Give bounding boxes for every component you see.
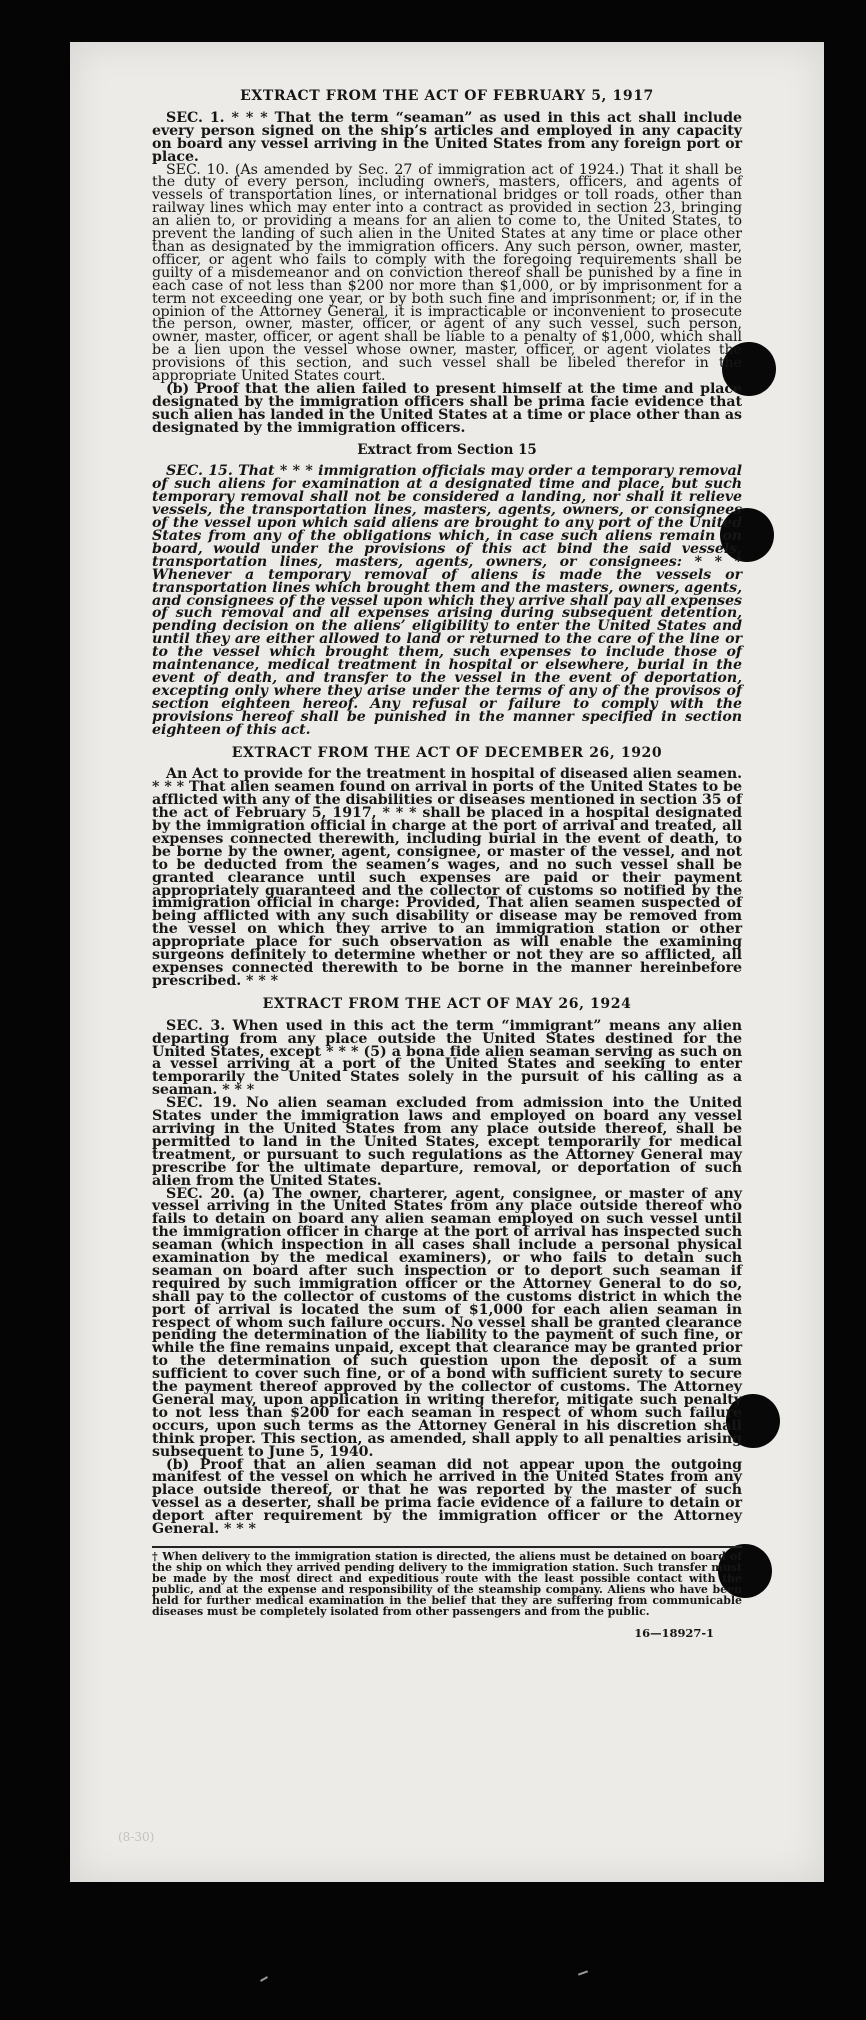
para-1920: An Act to provide for the treatment in hospital of diseased alien seamen. * * * That alien seamen found on arrival in ports of the United States to be afflicted with any of the disabilities or diseases mentioned in section 35 of the act of February 5, 1917, * * * shall be placed in a hospital designated by the immigration official in charge at the port of arrival and treated, all expenses connected therewith, including burial in the event of death, to be borne by the owner, agent, consignee, or master of the vessel, and not to be deducted from the seamen’s wages, and no such vessel shall be granted clearance until such expenses are paid or their payment appropriately guaranteed and the collector of customs so notified by the immigration official in charge: Provided, That alien seamen suspected of being afflicted with any such disability or disease may be removed from the vessel on which they arrive to an immigration station or other appropriate place for such observation as will enable the examining surgeons definitely to determine whether or not they are so afflicted, all expenses connected therewith to be borne in the manner hereinbefore prescribed. * * * bbox=[152, 766, 742, 989]
heading-1920: EXTRACT FROM THE ACT OF DECEMBER 26, 1920 bbox=[231, 744, 663, 761]
para-1917-sec10: SEC. 10. (As amended by Sec. 27 of immigration act of 1924.) That it shall be the duty of every person, including owners, masters, officers, and agents of vessels of transportation lines, or international bridges or toll roads, other than railway lines which may enter into a contract as provided in section 23, bringing an alien to, or providing a means for an alien to come to, the United States, to prevent the landing of such alien in the United States at any time or place other than as designated by the immigration officers. Any such person, owner, master, officer, or agent who fails to comply with the foregoing requirements shall be guilty of a misdemeanor and on conviction thereof shall be punished by a fine in each case of not less than $200 nor more than $1,000, or by imprisonment for a term not exceeding one year, or by both such fine and imprisonment; or, if in the opinion of the Attorney General, it is impracticable or inconvenient to prosecute the person, owner, master, officer, or agent of any such vessel, such person, owner, master, officer, or agent shall be liable to a penalty of $1,000, which shall be a lien upon the vessel whose owner, master, officer, or agent violates the provisions of this section, and such vessel shall be libeled therefor in the appropriate United States court. bbox=[152, 161, 742, 385]
para-1924-sec20b: (b) Proof that an alien seaman did not appear upon the outgoing manifest of the vessel on which he arrived in the United States from any place outside thereof, or that he was reported by the master of such vessel as a deserter, shall be prima facie evidence of a failure to detain or deport after requirement by the immigration officer or the Attorney General. * * * bbox=[152, 1456, 742, 1538]
para-sec15: SEC. 15. That * * * immigration officials may order a temporary removal of such aliens for examination at a designated time and place, but such temporary removal shall not be considered a landing, nor shall it relieve vessels, the transportation lines, masters, agents, owners, or consignees of the vessel upon which said aliens are brought to any port of the United States from any of the obligations which, in case such aliens remain on board, would under the provisions of this act bind the said vessels, transportation lines, masters, agents, owners, or consignees: * * * Whenever a temporary removal of aliens is made the vessels or transportation lines which brought them and the masters, owners, agents, and consignees of the vessel upon which they arrive shall pay all expenses of such removal and all expenses arising during subsequent detention, pending decision on the aliens’ eligibility to enter the United States and until they are either allowed to land or returned to the care of the line or to the vessel which brought them, such expenses to include those of maintenance, medical treatment in hospital or elsewhere, burial in the event of death, and transfer to the vessel in the event of deportation, excepting only where they arise under the terms of any of the provisos of section eighteen hereof. Any refusal or failure to comply with the provisions hereof shall be punished in the manner specified in section eighteen of this act. bbox=[152, 463, 742, 738]
scan-speck bbox=[578, 1970, 588, 1975]
page-content bbox=[152, 42, 742, 1640]
para-1924-sec20: SEC. 20. (a) The owner, charterer, agent, consignee, or master of any vessel arriving in the United States from any place outside thereof who fails to detain on board any alien seaman employed on such vessel until the immigration officer in charge at the port of arrival has inspected such seaman (which inspection in all cases shall include a personal physical examination by the medical examiners), or who fails to detain such seaman on board after such inspection or to deport such seaman if required by such immigration officer or the Attorney General to do so, shall pay to the collector of customs of the customs district in which the port of arrival is located the sum of $1,000 for each alien seaman in respect of whom such failure occurs. No vessel shall be granted clearance pending the determination of the liability to the payment of such fine, or while the fine remains unpaid, except that clearance may be granted prior to the determination of such question upon the deposit of a sum sufficient to cover such fine, or of a bond with sufficient surety to secure the payment thereof approved by the collector of customs. The Attorney General may, upon application in writing therefor, mitigate such penalty to not less than $200 for each seaman in respect of whom such failure occurs, upon such terms as the Attorney General in his discretion shall think proper. This section, as amended, shall apply to all penalties arising subsequent to June 5, 1940. bbox=[152, 1185, 742, 1460]
heading-1924: EXTRACT FROM THE ACT OF MAY 26, 1924 bbox=[262, 995, 632, 1012]
faded-marks: (8-30) bbox=[118, 1830, 155, 1844]
document-page bbox=[70, 42, 824, 1882]
footnote-rule bbox=[152, 1546, 742, 1548]
scan-speck bbox=[260, 1976, 268, 1982]
heading-sec15: Extract from Section 15 bbox=[357, 441, 537, 458]
document-number: 16—18927-1 bbox=[634, 1625, 714, 1640]
para-1924-sec3: SEC. 3. When used in this act the term “immigrant” means any alien departing from any place outside the United States destined for the United States, except * * * (5) a bona fide alien seaman serving as such on a vessel arriving at a port of the United States and seeking to enter temporarily the United States solely in the pursuit of his calling as a seaman. * * * bbox=[152, 1017, 742, 1099]
para-1917-sec1: SEC. 1. * * * That the term “seaman” as used in this act shall include every person signed on the ship’s articles and employed in any capacity on board any vessel arriving in the United States from any foreign port or place. bbox=[152, 109, 742, 165]
footnote: † When delivery to the immigration station is directed, the aliens must be detained on board of the ship on which they arrived pending delivery to the immigration station. Such transfer must be made by the most direct and expeditious route with the least possible contact with the public, and at the expense and responsibility of the steamship company. Aliens who have been held for further medical examination in the belief that they are suffering from communicable diseases must be completely isolated from other passengers and from the public. bbox=[152, 1549, 742, 1618]
para-1917-sec10b: (b) Proof that the alien failed to present himself at the time and place designated by the immigration officers shall be prima facie evidence that such alien has landed in the United States at a time or place other than as designated by the immigration officers. bbox=[152, 380, 742, 436]
para-1924-sec19: SEC. 19. No alien seaman excluded from admission into the United States under the immigration laws and employed on board any vessel arriving in the United States from any place outside thereof, shall be permitted to land in the United States, except temporarily for medical treatment, or pursuant to such regulations as the Attorney General may prescribe for the ultimate departure, removal, or deportation of such alien from the United States. bbox=[152, 1095, 742, 1189]
heading-1917: EXTRACT FROM THE ACT OF FEBRUARY 5, 1917 bbox=[240, 88, 654, 104]
